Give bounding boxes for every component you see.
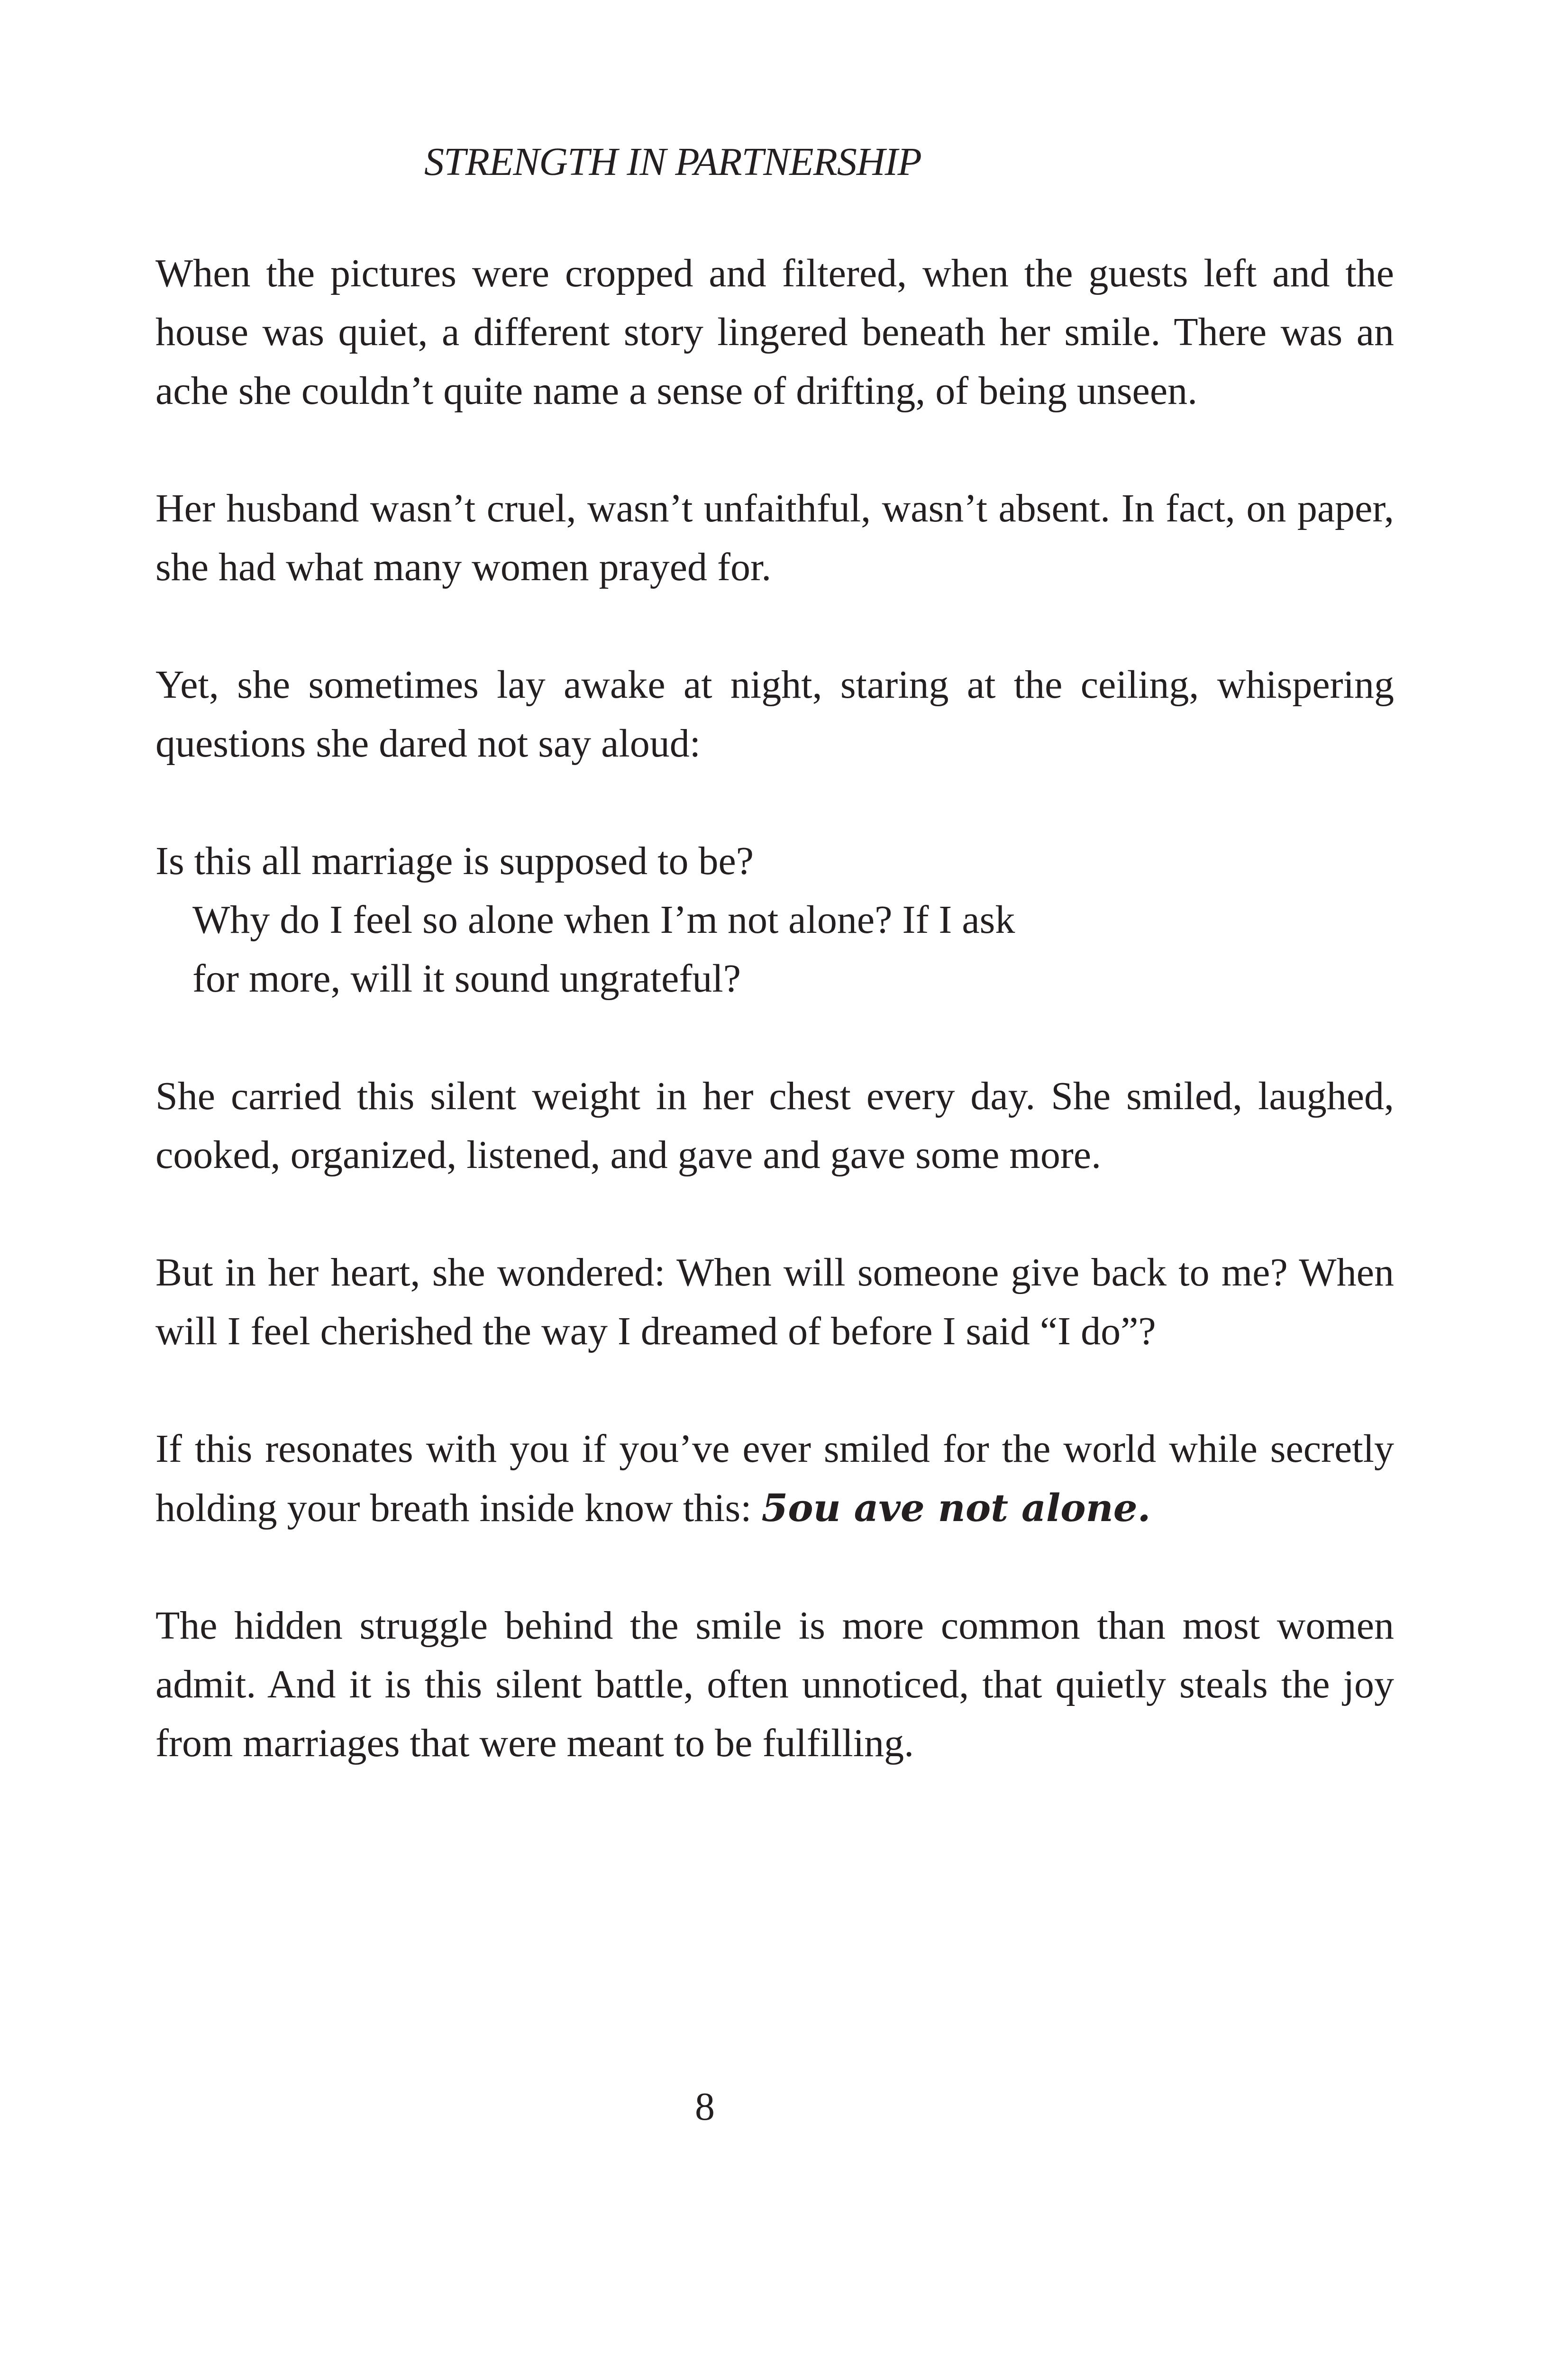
paragraph xyxy=(155,1420,1394,1538)
question-block xyxy=(155,832,1394,1008)
page-number: 8 xyxy=(695,2085,715,2129)
paragraph: She carried this silent weight in her chest every day. She smiled, laughed, cooked, organized, listened, and gave and gave some more. xyxy=(155,1074,1394,1177)
paragraph: Her husband wasn’t cruel, wasn’t unfaithful, wasn’t absent. In fact, on paper, she had what many women prayed for. xyxy=(155,486,1394,589)
running-head: STRENGTH IN PARTNERSHIP xyxy=(424,140,921,184)
emphasis-text: 5ou ave not alone. xyxy=(761,1486,1151,1530)
paragraph: But in her heart, she wondered: When will someone give back to me? When will I feel cherished the way I dreamed of before I said “I do”? xyxy=(155,1250,1394,1353)
question-line: Is this all marriage is supposed to be? xyxy=(155,839,754,883)
body-text xyxy=(155,244,1394,1773)
paragraph: When the pictures were cropped and filtered, when the guests left and the house was quiet, a different story lingered beneath her smile. There was an ache she couldn’t quite name a sense of drifting, of being unseen. xyxy=(155,251,1394,413)
paragraph: Yet, she sometimes lay awake at night, staring at the ceiling, whispering questions she dared not say aloud: xyxy=(155,663,1394,766)
paragraph-text: If this resonates with you if you’ve ever smiled for the world while secretly holding your breath inside know this: xyxy=(155,1427,1394,1530)
question-line: for more, will it sound ungrateful? xyxy=(192,957,741,1001)
question-line: Why do I feel so alone when I’m not alone? If I ask xyxy=(192,898,1015,942)
paragraph: The hidden struggle behind the smile is more common than most women admit. And it is this silent battle, often unnoticed, that quietly steals the joy from marriages that were meant to be fulfilling. xyxy=(155,1604,1394,1765)
